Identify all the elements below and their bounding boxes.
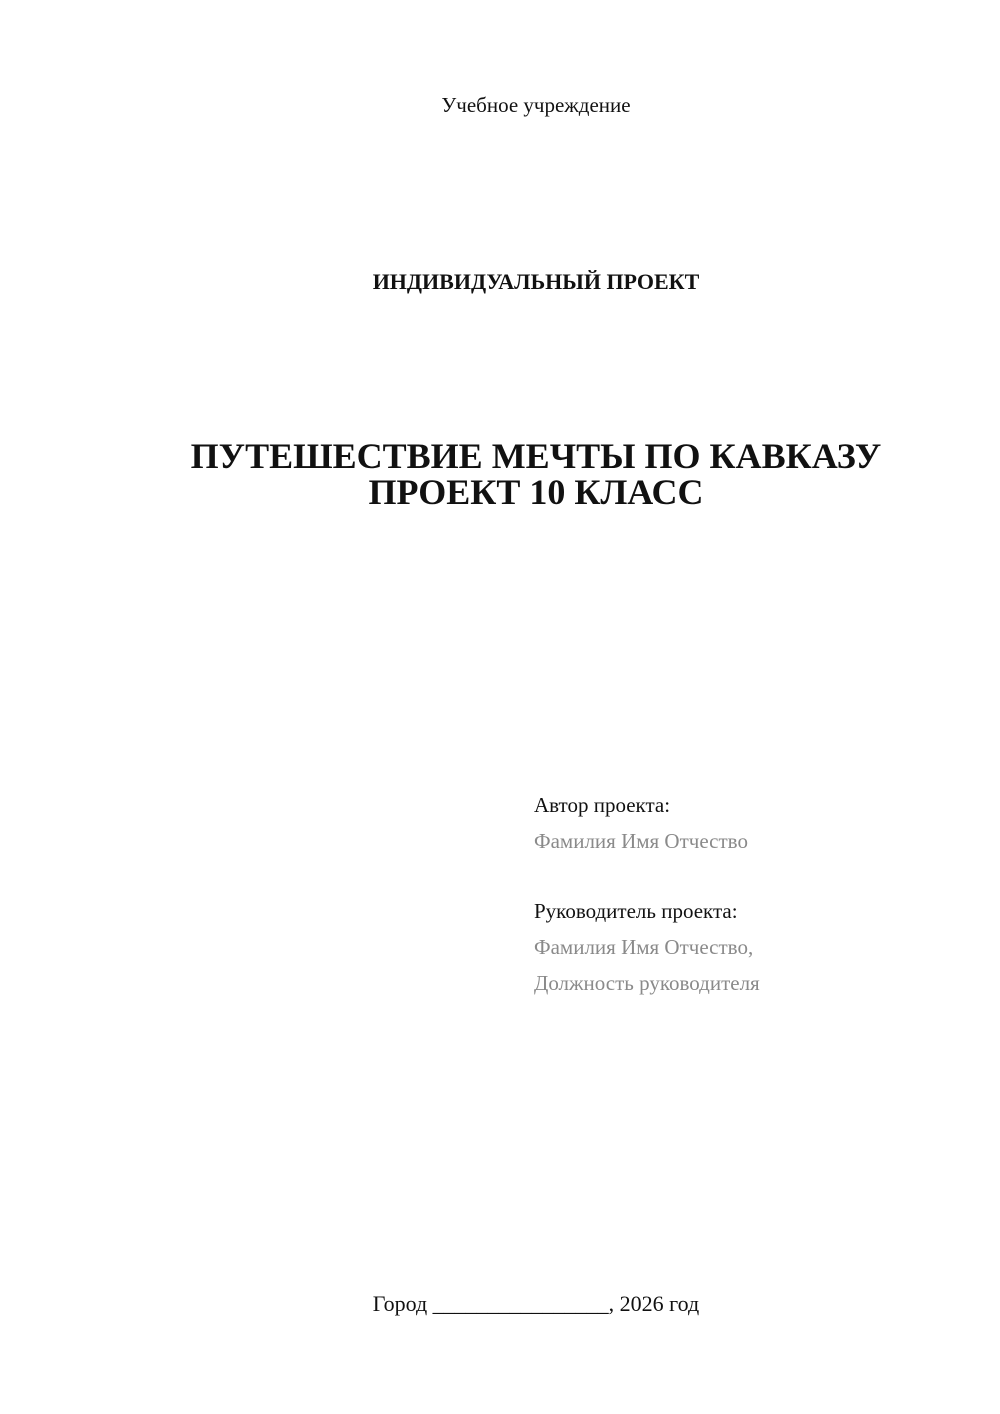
supervisor-position: Должность руководителя	[534, 971, 760, 995]
project-title-line-1: ПУТЕШЕСТВИЕ МЕЧТЫ ПО КАВКАЗУ	[190, 436, 882, 476]
author-name: Фамилия Имя Отчество	[534, 829, 748, 853]
project-credits	[534, 787, 974, 1001]
project-title	[0, 438, 1000, 510]
project-title-line-2: ПРОЕКТ 10 КЛАСС	[368, 472, 704, 512]
project-type-heading: ИНДИВИДУАЛЬНЫЙ ПРОЕКТ	[372, 269, 700, 294]
credits-spacer	[534, 859, 974, 893]
author-label: Автор проекта:	[534, 793, 671, 817]
supervisor-label: Руководитель проекта:	[534, 899, 738, 923]
city-year-line: Город ________________, 2026 год	[372, 1291, 700, 1316]
institution-name: Учебное учреждение	[441, 93, 631, 117]
supervisor-name: Фамилия Имя Отчество,	[534, 935, 754, 959]
